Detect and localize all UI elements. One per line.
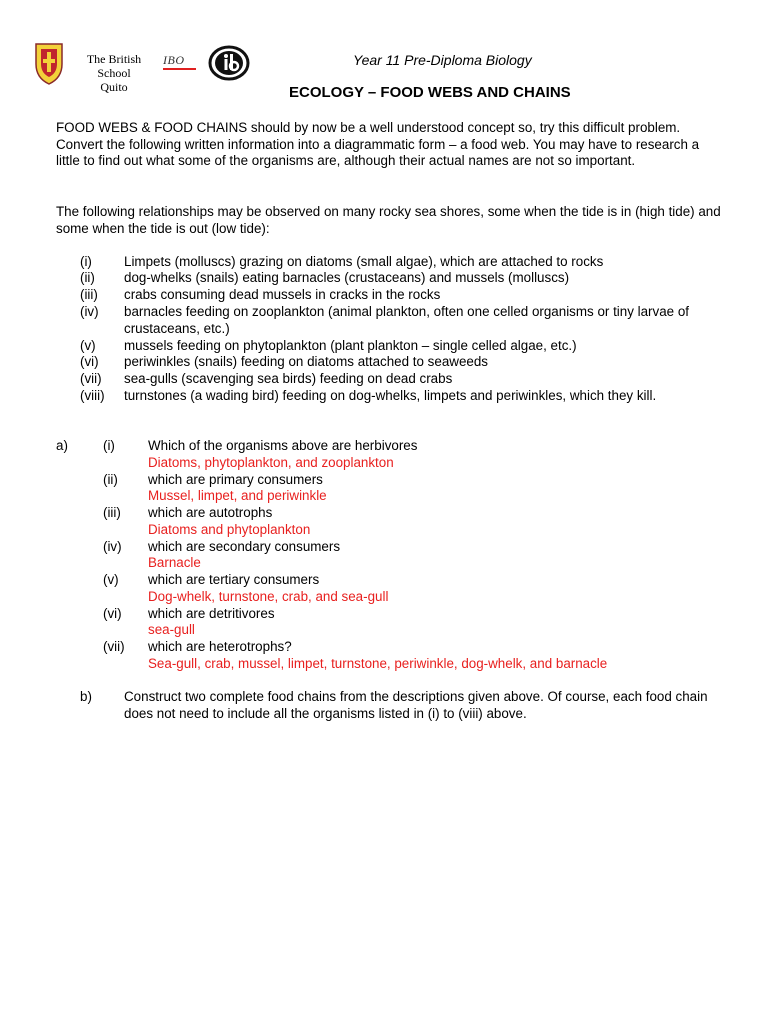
question-number: (v) bbox=[103, 572, 119, 587]
question-text: which are heterotrophs? bbox=[148, 639, 292, 654]
part-a-label: a) bbox=[56, 438, 68, 453]
list-item: barnacles feeding on zooplankton (animal plankton, often one celled organisms or tiny larvae of crustaceans, etc.) bbox=[124, 304, 689, 336]
list-item: turnstones (a wading bird) feeding on dog-whelks, limpets and periwinkles, which they kill. bbox=[124, 388, 657, 403]
question-number: (ii) bbox=[103, 472, 118, 487]
course-title: Year 11 Pre-Diploma Biology bbox=[353, 52, 532, 68]
ibo-logo-text: IBO bbox=[163, 53, 185, 67]
school-name: The British School Quito bbox=[86, 52, 142, 94]
question-number: (iv) bbox=[103, 539, 122, 554]
answer-text: Dog-whelk, turnstone, crab, and sea-gull bbox=[148, 589, 389, 604]
list-item-number: (i) bbox=[80, 254, 92, 269]
list-item-number: (vii) bbox=[80, 371, 102, 386]
list-item: Limpets (molluscs) grazing on diatoms (small algae), which are attached to rocks bbox=[124, 254, 604, 269]
part-b-label: b) bbox=[80, 689, 92, 704]
question-text: which are detritivores bbox=[148, 606, 275, 621]
answer-text: Mussel, limpet, and periwinkle bbox=[148, 488, 327, 503]
answer-text: Sea-gull, crab, mussel, limpet, turnstone, periwinkle, dog-whelk, and barnacle bbox=[148, 656, 608, 671]
list-item: mussels feeding on phytoplankton (plant plankton – single celled algae, etc.) bbox=[124, 338, 577, 353]
ibo-accent-line bbox=[163, 68, 196, 70]
list-item-number: (iv) bbox=[80, 304, 99, 319]
question-number: (vi) bbox=[103, 606, 122, 621]
list-item: dog-whelks (snails) eating barnacles (crustaceans) and mussels (molluscs) bbox=[124, 270, 570, 285]
list-item-number: (vi) bbox=[80, 354, 99, 369]
list-item: periwinkles (snails) feeding on diatoms attached to seaweeds bbox=[124, 354, 488, 369]
ib-world-school-icon bbox=[204, 43, 254, 81]
part-b-text: Construct two complete food chains from the descriptions given above. Of course, each food chain does not need to include all the organisms listed in (i) to (viii) above. bbox=[124, 689, 708, 721]
answer-text: Diatoms, phytoplankton, and zooplankton bbox=[148, 455, 394, 470]
page-title: ECOLOGY – FOOD WEBS AND CHAINS bbox=[289, 84, 571, 101]
answer-text: Barnacle bbox=[148, 555, 201, 570]
question-text: which are autotrophs bbox=[148, 505, 273, 520]
list-item: sea-gulls (scavenging sea birds) feeding on dead crabs bbox=[124, 371, 453, 386]
intro-paragraph-2: The following relationships may be observed on many rocky sea shores, some when the tide is in (high tide) and some when the tide is out (low tide): bbox=[56, 204, 721, 236]
answer-text: sea-gull bbox=[148, 622, 195, 637]
school-crest-icon bbox=[33, 40, 65, 86]
answer-text: Diatoms and phytoplankton bbox=[148, 522, 311, 537]
question-number: (i) bbox=[103, 438, 115, 453]
list-item-number: (ii) bbox=[80, 270, 95, 285]
question-text: Which of the organisms above are herbivores bbox=[148, 438, 418, 453]
question-text: which are tertiary consumers bbox=[148, 572, 320, 587]
intro-paragraph: FOOD WEBS & FOOD CHAINS should by now be a well understood concept so, try this difficult problem. Convert the following written information into a diagrammatic form – a food web. You may have to research a little to find out what some of the organisms are, although their actual names are not so important. bbox=[56, 120, 700, 169]
list-item-number: (iii) bbox=[80, 287, 98, 302]
question-number: (vii) bbox=[103, 639, 125, 654]
list-item-number: (v) bbox=[80, 338, 96, 353]
question-text: which are primary consumers bbox=[148, 472, 323, 487]
question-text: which are secondary consumers bbox=[148, 539, 341, 554]
list-item-number: (viii) bbox=[80, 388, 105, 403]
list-item: crabs consuming dead mussels in cracks in the rocks bbox=[124, 287, 441, 302]
question-number: (iii) bbox=[103, 505, 121, 520]
